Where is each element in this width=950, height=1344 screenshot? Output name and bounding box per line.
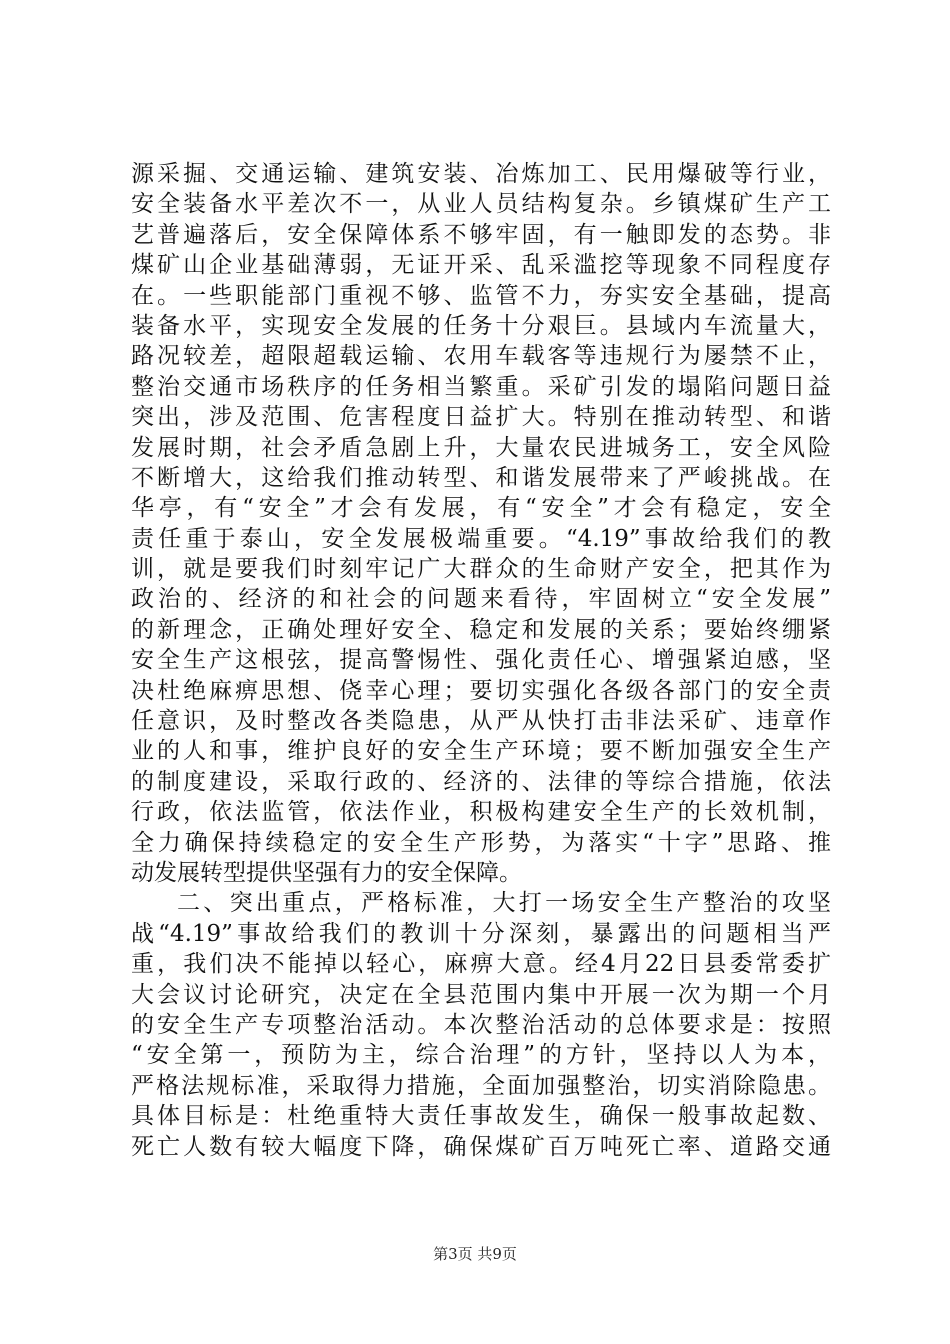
text-line: 严格法规标准，采取得力措施，全面加强整治，切实消除隐患。 <box>131 1072 831 1099</box>
text-line: 训，就是要我们时刻牢记广大群众的生命财产安全，把其作为 <box>131 556 831 583</box>
text-line: 整治交通市场秩序的任务相当繁重。采矿引发的塌陷问题日益 <box>131 373 831 400</box>
text-line: 的新理念，正确处理好安全、稳定和发展的关系；要始终绷紧 <box>131 616 831 643</box>
text-line: 艺普遍落后，安全保障体系不够牢固，有一触即发的态势。非 <box>131 221 831 248</box>
text-line: 战“4.19”事故给我们的教训十分深刻，暴露出的问题相当严 <box>131 920 831 947</box>
body-text <box>131 159 831 1162</box>
text-line: 具体目标是：杜绝重特大责任事故发生，确保一般事故起数、 <box>131 1103 831 1130</box>
text-line: 华亭，有“安全”才会有发展，有“安全”才会有稳定，安全 <box>131 495 831 522</box>
text-line: 安全生产这根弦，提高警惕性、强化责任心、增强紧迫感，坚 <box>131 647 831 674</box>
text-line: 突出，涉及范围、危害程度日益扩大。特别在推动转型、和谐 <box>131 404 831 431</box>
text-line: 政治的、经济的和社会的问题来看待，牢固树立“安全发展” <box>131 586 831 613</box>
text-line: 大会议讨论研究，决定在全县范围内集中开展一次为期一个月 <box>131 981 831 1008</box>
text-line: 不断增大，这给我们推动转型、和谐发展带来了严峻挑战。在 <box>131 464 831 491</box>
text-line: “安全第一，预防为主，综合治理”的方针，坚持以人为本， <box>131 1042 831 1069</box>
page-number-footer: 第3页 共9页 <box>433 1245 517 1263</box>
paragraph-end-line: 动发展转型提供坚强有力的安全保障。 <box>131 859 522 886</box>
text-line: 死亡人数有较大幅度下降，确保煤矿百万吨死亡率、道路交通 <box>131 1133 831 1160</box>
text-line: 重，我们决不能掉以轻心，麻痹大意。经4月22日县委常委扩 <box>131 951 831 978</box>
text-line: 路况较差，超限超载运输、农用车载客等违规行为屡禁不止， <box>131 343 831 370</box>
text-line: 任意识，及时整改各类隐患，从严从快打击非法采矿、违章作 <box>131 708 831 735</box>
text-line: 决杜绝麻痹思想、侥幸心理；要切实强化各级各部门的安全责 <box>131 677 831 704</box>
section-heading-line: 二、突出重点，严格标准，大打一场安全生产整治的攻坚 <box>177 890 831 917</box>
text-line: 行政，依法监管，依法作业，积极构建安全生产的长效机制， <box>131 799 831 826</box>
text-line: 全力确保持续稳定的安全生产形势，为落实“十字”思路、推 <box>131 829 831 856</box>
text-line: 业的人和事，维护良好的安全生产环境；要不断加强安全生产 <box>131 738 831 765</box>
text-line: 在。一些职能部门重视不够、监管不力，夯实安全基础，提高 <box>131 282 831 309</box>
text-line: 安全装备水平差次不一，从业人员结构复杂。乡镇煤矿生产工 <box>131 191 831 218</box>
text-line: 的制度建设，采取行政的、经济的、法律的等综合措施，依法 <box>131 768 831 795</box>
text-line: 煤矿山企业基础薄弱，无证开采、乱采滥挖等现象不同程度存 <box>131 252 831 279</box>
text-line: 源采掘、交通运输、建筑安装、冶炼加工、民用爆破等行业， <box>131 161 831 187</box>
text-line: 装备水平，实现安全发展的任务十分艰巨。县域内车流量大， <box>131 312 831 339</box>
text-line: 发展时期，社会矛盾急剧上升，大量农民进城务工，安全风险 <box>131 434 831 461</box>
text-line: 的安全生产专项整治活动。本次整治活动的总体要求是：按照 <box>131 1011 831 1038</box>
text-line: 责任重于泰山，安全发展极端重要。“4.19”事故给我们的教 <box>131 525 831 552</box>
